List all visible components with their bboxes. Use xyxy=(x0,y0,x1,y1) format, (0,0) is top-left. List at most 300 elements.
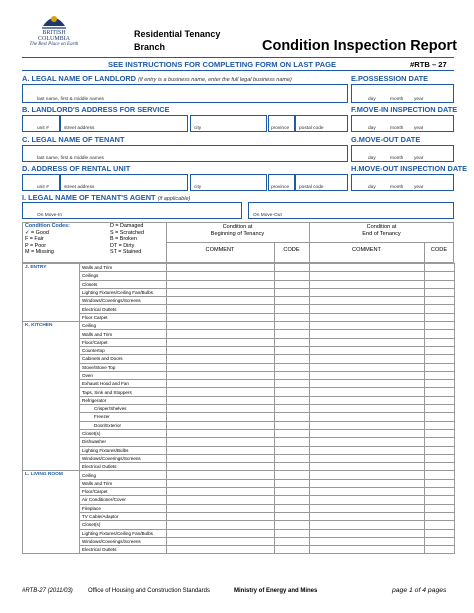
begin-code-cell[interactable] xyxy=(275,338,310,346)
begin-code-cell[interactable] xyxy=(275,313,310,321)
end-comment-cell[interactable] xyxy=(310,512,425,520)
item-label: Oven xyxy=(80,371,167,379)
end-code-cell[interactable] xyxy=(425,546,455,554)
begin-code-cell[interactable] xyxy=(275,496,310,504)
end-comment-cell[interactable] xyxy=(310,305,425,313)
code-good: ✓ = Good xyxy=(25,229,49,236)
room-cell xyxy=(23,479,80,487)
condition-codes xyxy=(25,223,70,256)
table-row xyxy=(23,446,455,454)
begin-comment-cell[interactable] xyxy=(167,438,275,446)
item-label: Electrical Outlets xyxy=(80,546,167,554)
end-code-cell[interactable] xyxy=(425,463,455,471)
room-cell xyxy=(23,305,80,313)
table-row xyxy=(23,471,455,479)
begin-code-cell[interactable] xyxy=(275,438,310,446)
item-label: Closets xyxy=(80,280,167,288)
city-hint: city xyxy=(194,185,202,190)
begin-comment-cell[interactable] xyxy=(167,405,275,413)
agent-moveout-field[interactable] xyxy=(248,202,454,219)
table-row xyxy=(23,454,455,462)
end-code-cell[interactable] xyxy=(425,537,455,545)
unit-hint: unit # xyxy=(37,126,49,131)
item-label: Windows/Coverings/Screens xyxy=(80,454,167,462)
begin-comment-cell[interactable] xyxy=(167,429,275,437)
begin-comment-cell[interactable] xyxy=(167,322,275,330)
room-cell xyxy=(23,313,80,321)
branch-line-1: Residential Tenancy xyxy=(134,29,221,39)
end-code-cell[interactable] xyxy=(425,388,455,396)
end-code-cell[interactable] xyxy=(425,504,455,512)
begin-comment-cell[interactable] xyxy=(167,488,275,496)
begin-comment-header: COMMENT xyxy=(205,247,235,253)
page-title: Condition Inspection Report xyxy=(262,38,457,54)
end-code-cell[interactable] xyxy=(425,471,455,479)
end-comment-cell[interactable] xyxy=(310,546,425,554)
tenant-name-hint: last name, first & middle names xyxy=(37,156,104,161)
code-dirty: DT = Dirty xyxy=(110,242,135,249)
moveout-inspection-field[interactable] xyxy=(351,174,454,191)
item-label: Ceiling xyxy=(80,471,167,479)
end-comment-header: COMMENT xyxy=(352,247,381,253)
agent-note: (if applicable) xyxy=(157,196,191,202)
begin-comment-cell[interactable] xyxy=(167,388,275,396)
instructions: SEE INSTRUCTIONS FOR COMPLETING FORM ON LAST PAGE xyxy=(108,60,337,69)
end-comment-cell[interactable] xyxy=(310,537,425,545)
begin-code-cell[interactable] xyxy=(275,405,310,413)
tenant-name-label: C. LEGAL NAME OF TENANT xyxy=(22,135,125,144)
rental-unit-field[interactable] xyxy=(22,174,60,191)
table-row xyxy=(23,512,455,520)
agent-label: I. LEGAL NAME OF TENANT'S AGENT (if applicable) xyxy=(22,193,191,202)
begin-code-cell[interactable] xyxy=(275,297,310,305)
begin-code-cell[interactable] xyxy=(275,264,310,272)
room-cell xyxy=(23,355,80,363)
table-row xyxy=(23,405,455,413)
landlord-street-field[interactable] xyxy=(60,115,188,132)
table-row xyxy=(23,479,455,487)
unit-hint: unit # xyxy=(37,185,49,190)
begin-comment-cell[interactable] xyxy=(167,330,275,338)
item-label: Air Conditioner/Cover xyxy=(80,496,167,504)
begin-comment-cell[interactable] xyxy=(167,371,275,379)
moveout-date-field[interactable] xyxy=(351,145,454,162)
item-label: Taps, Sink and Stoppers xyxy=(80,388,167,396)
begin-code-cell[interactable] xyxy=(275,421,310,429)
month-hint: month xyxy=(390,185,404,190)
room-cell xyxy=(23,504,80,512)
begin-code-cell[interactable] xyxy=(275,546,310,554)
end-comment-cell[interactable] xyxy=(310,521,425,529)
begin-code-cell[interactable] xyxy=(275,463,310,471)
end-comment-cell[interactable] xyxy=(310,330,425,338)
end-comment-cell[interactable] xyxy=(310,363,425,371)
end-comment-cell[interactable] xyxy=(310,454,425,462)
room-cell xyxy=(23,521,80,529)
item-label: Ceiling xyxy=(80,322,167,330)
begin-code-cell[interactable] xyxy=(275,471,310,479)
landlord-unit-field[interactable] xyxy=(22,115,60,132)
logo-tagline: The Best Place on Earth xyxy=(29,42,79,47)
end-comment-cell[interactable] xyxy=(310,496,425,504)
tenant-name-field[interactable] xyxy=(22,145,348,162)
begin-comment-cell[interactable] xyxy=(167,413,275,421)
begin-comment-cell[interactable] xyxy=(167,454,275,462)
begin-comment-cell[interactable] xyxy=(167,471,275,479)
begin-comment-cell[interactable] xyxy=(167,338,275,346)
begin-comment-cell[interactable] xyxy=(167,521,275,529)
street-hint: street address xyxy=(64,185,95,190)
end-code-cell[interactable] xyxy=(425,264,455,272)
end-code-cell[interactable] xyxy=(425,396,455,404)
landlord-city-field[interactable] xyxy=(190,115,267,132)
end-comment-cell[interactable] xyxy=(310,380,425,388)
end-comment-cell[interactable] xyxy=(310,388,425,396)
end-code-cell[interactable] xyxy=(425,346,455,354)
end-code-cell[interactable] xyxy=(425,413,455,421)
table-row xyxy=(23,264,455,272)
begin-code-cell[interactable] xyxy=(275,288,310,296)
end-code-cell[interactable] xyxy=(425,479,455,487)
end-code-cell[interactable] xyxy=(425,454,455,462)
begin-comment-cell[interactable] xyxy=(167,446,275,454)
begin-comment-cell[interactable] xyxy=(167,463,275,471)
room-cell xyxy=(23,446,80,454)
end-comment-cell[interactable] xyxy=(310,405,425,413)
end-code-cell[interactable] xyxy=(425,363,455,371)
room-cell xyxy=(23,496,80,504)
begin-comment-cell[interactable] xyxy=(167,396,275,404)
end-code-cell[interactable] xyxy=(425,297,455,305)
end-code-cell[interactable] xyxy=(425,355,455,363)
possession-date-label: E.POSSESSION DATE xyxy=(351,74,429,83)
item-label: Door/Exterior xyxy=(80,421,167,429)
begin-comment-cell[interactable] xyxy=(167,363,275,371)
begin-code-cell[interactable] xyxy=(275,346,310,354)
table-row xyxy=(23,413,455,421)
table-row xyxy=(23,338,455,346)
end-code-cell[interactable] xyxy=(425,405,455,413)
item-label: Dishwasher xyxy=(80,438,167,446)
item-label: Closet(s) xyxy=(80,429,167,437)
room-name: L. LIVING ROOM xyxy=(23,471,80,479)
begin-comment-cell[interactable] xyxy=(167,380,275,388)
table-row xyxy=(23,363,455,371)
begin-comment-cell[interactable] xyxy=(167,537,275,545)
end-code-cell[interactable] xyxy=(425,380,455,388)
end-code-cell[interactable] xyxy=(425,371,455,379)
end-code-cell[interactable] xyxy=(425,496,455,504)
room-cell xyxy=(23,330,80,338)
code-stained: ST = Stained xyxy=(110,249,142,256)
begin-code-cell[interactable] xyxy=(275,380,310,388)
begin-header-line-2: Beginning of Tenancy xyxy=(210,230,265,237)
end-code-cell[interactable] xyxy=(425,512,455,520)
end-comment-cell[interactable] xyxy=(310,313,425,321)
begin-comment-cell[interactable] xyxy=(167,355,275,363)
rental-province-field[interactable] xyxy=(268,174,295,191)
table-row xyxy=(23,355,455,363)
begin-comment-cell[interactable] xyxy=(167,496,275,504)
landlord-name-label: A. LEGAL NAME OF LANDLORD (if entry is a business name, enter the full legal business name) xyxy=(22,74,292,83)
table-row xyxy=(23,504,455,512)
begin-comment-cell[interactable] xyxy=(167,504,275,512)
landlord-postal-field[interactable] xyxy=(295,115,348,132)
inspection-table xyxy=(22,263,455,554)
end-comment-cell[interactable] xyxy=(310,421,425,429)
rental-city-field[interactable] xyxy=(190,174,267,191)
begin-code-cell[interactable] xyxy=(275,537,310,545)
end-code-cell[interactable] xyxy=(425,429,455,437)
code-damaged: D = Damaged xyxy=(110,223,144,229)
item-label: Floor/Carpet xyxy=(80,488,167,496)
begin-comment-cell[interactable] xyxy=(167,421,275,429)
code-broken: B = Broken xyxy=(110,236,137,243)
end-code-header: CODE xyxy=(430,247,448,253)
footer-ministry: Ministry of Energy and Mines xyxy=(234,588,318,594)
end-code-cell[interactable] xyxy=(425,529,455,537)
begin-code-cell[interactable] xyxy=(275,355,310,363)
end-code-cell[interactable] xyxy=(425,446,455,454)
begin-comment-cell[interactable] xyxy=(167,512,275,520)
item-label: Crisper/Shelves xyxy=(80,405,167,413)
end-code-cell[interactable] xyxy=(425,280,455,288)
end-comment-cell[interactable] xyxy=(310,446,425,454)
end-comment-cell[interactable] xyxy=(310,429,425,437)
end-comment-cell[interactable] xyxy=(310,438,425,446)
header-rule xyxy=(22,57,454,58)
end-comment-cell[interactable] xyxy=(310,297,425,305)
begin-code-cell[interactable] xyxy=(275,413,310,421)
landlord-address-label: B. LANDLORD'S ADDRESS FOR SERVICE xyxy=(22,105,170,114)
table-row xyxy=(23,288,455,296)
begin-code-cell[interactable] xyxy=(275,429,310,437)
room-cell xyxy=(23,363,80,371)
movein-date-label: F.MOVE-IN INSPECTION DATE xyxy=(351,105,458,114)
begin-comment-cell[interactable] xyxy=(167,546,275,554)
room-cell xyxy=(23,288,80,296)
month-hint: month xyxy=(390,156,404,161)
begin-code-header: CODE xyxy=(283,247,300,253)
crest-icon xyxy=(41,8,67,30)
end-comment-cell[interactable] xyxy=(310,488,425,496)
begin-code-cell[interactable] xyxy=(275,521,310,529)
landlord-name-hint: last name, first & middle names xyxy=(37,97,104,102)
year-hint: year xyxy=(414,185,424,190)
begin-code-cell[interactable] xyxy=(275,446,310,454)
begin-code-cell[interactable] xyxy=(275,305,310,313)
code-missing: M = Missing xyxy=(25,249,54,256)
end-code-cell[interactable] xyxy=(425,330,455,338)
begin-code-cell[interactable] xyxy=(275,322,310,330)
table-row xyxy=(23,346,455,354)
begin-code-cell[interactable] xyxy=(275,272,310,280)
table-row xyxy=(23,546,455,554)
province-hint: province xyxy=(271,126,290,131)
end-comment-cell[interactable] xyxy=(310,504,425,512)
begin-code-cell[interactable] xyxy=(275,280,310,288)
begin-code-cell[interactable] xyxy=(275,504,310,512)
landlord-name-field[interactable] xyxy=(22,84,348,103)
end-comment-cell[interactable] xyxy=(310,396,425,404)
item-label: Windows/Coverings/Screens xyxy=(80,537,167,545)
begin-comment-cell[interactable] xyxy=(167,313,275,321)
year-hint: year xyxy=(414,97,424,102)
begin-code-cell[interactable] xyxy=(275,488,310,496)
begin-comment-cell[interactable] xyxy=(167,297,275,305)
begin-comment-cell[interactable] xyxy=(167,479,275,487)
table-row xyxy=(23,380,455,388)
table-row xyxy=(23,388,455,396)
begin-code-cell[interactable] xyxy=(275,363,310,371)
room-cell xyxy=(23,537,80,545)
begin-comment-cell[interactable] xyxy=(167,305,275,313)
end-comment-cell[interactable] xyxy=(310,288,425,296)
end-comment-cell[interactable] xyxy=(310,264,425,272)
begin-comment-cell[interactable] xyxy=(167,264,275,272)
end-header-line-2: End of Tenancy xyxy=(362,230,401,237)
room-cell xyxy=(23,429,80,437)
end-code-cell[interactable] xyxy=(425,421,455,429)
possession-date-field[interactable] xyxy=(351,84,454,103)
end-code-cell[interactable] xyxy=(425,488,455,496)
end-comment-cell[interactable] xyxy=(310,272,425,280)
day-hint: day xyxy=(368,185,376,190)
room-cell xyxy=(23,280,80,288)
item-label: Walls and Trim xyxy=(80,479,167,487)
item-label: Windows/Coverings/Screens xyxy=(80,297,167,305)
item-label: Ceilings xyxy=(80,272,167,280)
code-poor: P = Poor xyxy=(25,242,47,249)
end-comment-cell[interactable] xyxy=(310,413,425,421)
rental-street-field[interactable] xyxy=(60,174,188,191)
room-name: K. KITCHEN xyxy=(23,322,80,330)
end-code-cell[interactable] xyxy=(425,338,455,346)
rental-address-label: D. ADDRESS OF RENTAL UNIT xyxy=(22,164,131,173)
room-cell xyxy=(23,463,80,471)
code-fair: F = Fair xyxy=(25,236,44,243)
begin-code-cell[interactable] xyxy=(275,396,310,404)
codes-title: Condition Codes: xyxy=(25,223,70,229)
agent-movein-field[interactable] xyxy=(22,202,242,219)
table-row xyxy=(23,322,455,330)
end-tenancy-header xyxy=(309,224,454,237)
begin-header-line-1: Condition at xyxy=(222,224,253,230)
begin-comment-cell[interactable] xyxy=(167,280,275,288)
room-name: J. ENTRY xyxy=(23,264,80,272)
branch-line-2: Branch xyxy=(134,42,166,52)
end-code-cell[interactable] xyxy=(425,272,455,280)
item-label: Walls and Trim xyxy=(80,330,167,338)
end-comment-cell[interactable] xyxy=(310,463,425,471)
begin-comment-cell[interactable] xyxy=(167,529,275,537)
end-header-line-1: Condition at xyxy=(366,224,397,230)
end-comment-cell[interactable] xyxy=(310,280,425,288)
item-label: Floor/Carpet xyxy=(80,338,167,346)
item-label: Exhaust Hood and Fan xyxy=(80,380,167,388)
end-comment-cell[interactable] xyxy=(310,529,425,537)
landlord-province-field[interactable] xyxy=(268,115,295,132)
item-label: Fireplace xyxy=(80,504,167,512)
begin-code-cell[interactable] xyxy=(275,371,310,379)
item-label: Cabinets and Doors xyxy=(80,355,167,363)
footer-page: page 1 of 4 pages xyxy=(392,587,447,594)
item-label: Electrical Outlets xyxy=(80,463,167,471)
year-hint: year xyxy=(414,156,424,161)
item-label: Lighting Fixtures/Bulbs xyxy=(80,446,167,454)
end-code-cell[interactable] xyxy=(425,438,455,446)
end-code-cell[interactable] xyxy=(425,322,455,330)
table-row xyxy=(23,297,455,305)
begin-comment-cell[interactable] xyxy=(167,288,275,296)
movein-date-field[interactable] xyxy=(351,115,454,132)
province-hint: province xyxy=(271,185,290,190)
year-hint: year xyxy=(414,126,424,131)
item-label: TV Cable/Adaptor xyxy=(80,512,167,520)
begin-code-cell[interactable] xyxy=(275,388,310,396)
end-comment-cell[interactable] xyxy=(310,338,425,346)
rental-postal-field[interactable] xyxy=(295,174,348,191)
table-row xyxy=(23,529,455,537)
begin-code-cell[interactable] xyxy=(275,529,310,537)
end-comment-cell[interactable] xyxy=(310,479,425,487)
begin-code-cell[interactable] xyxy=(275,330,310,338)
table-row xyxy=(23,438,455,446)
table-row xyxy=(23,371,455,379)
table-row xyxy=(23,429,455,437)
table-row xyxy=(23,421,455,429)
code-scratched: S = Scratched xyxy=(110,229,145,236)
end-comment-cell[interactable] xyxy=(310,346,425,354)
end-code-cell[interactable] xyxy=(425,305,455,313)
rule xyxy=(22,70,454,71)
begin-code-cell[interactable] xyxy=(275,512,310,520)
begin-comment-cell[interactable] xyxy=(167,272,275,280)
end-comment-cell[interactable] xyxy=(310,355,425,363)
begin-comment-cell[interactable] xyxy=(167,346,275,354)
move-in-hint: On Move-In xyxy=(37,213,63,218)
landlord-name-note: (if entry is a business name, enter the full legal business name) xyxy=(138,77,292,83)
end-code-cell[interactable] xyxy=(425,288,455,296)
end-comment-cell[interactable] xyxy=(310,371,425,379)
begin-code-cell[interactable] xyxy=(275,454,310,462)
room-cell xyxy=(23,413,80,421)
room-cell xyxy=(23,396,80,404)
table-row xyxy=(23,280,455,288)
month-hint: month xyxy=(390,126,404,131)
moveout-date-label: G.MOVE-OUT DATE xyxy=(351,135,421,144)
end-comment-cell[interactable] xyxy=(310,471,425,479)
room-cell xyxy=(23,346,80,354)
table-row xyxy=(23,396,455,404)
end-code-cell[interactable] xyxy=(425,313,455,321)
room-cell xyxy=(23,297,80,305)
table-row xyxy=(23,463,455,471)
room-cell xyxy=(23,272,80,280)
table-row xyxy=(23,330,455,338)
room-cell xyxy=(23,388,80,396)
postal-hint: postal code xyxy=(299,126,324,131)
begin-code-cell[interactable] xyxy=(275,479,310,487)
item-label: Lighting Fixtures/Ceiling Fan/Bulbs xyxy=(80,288,167,296)
room-cell xyxy=(23,371,80,379)
end-comment-cell[interactable] xyxy=(310,322,425,330)
end-code-cell[interactable] xyxy=(425,521,455,529)
room-cell xyxy=(23,421,80,429)
room-cell xyxy=(23,380,80,388)
room-cell xyxy=(23,546,80,554)
table-row xyxy=(23,488,455,496)
